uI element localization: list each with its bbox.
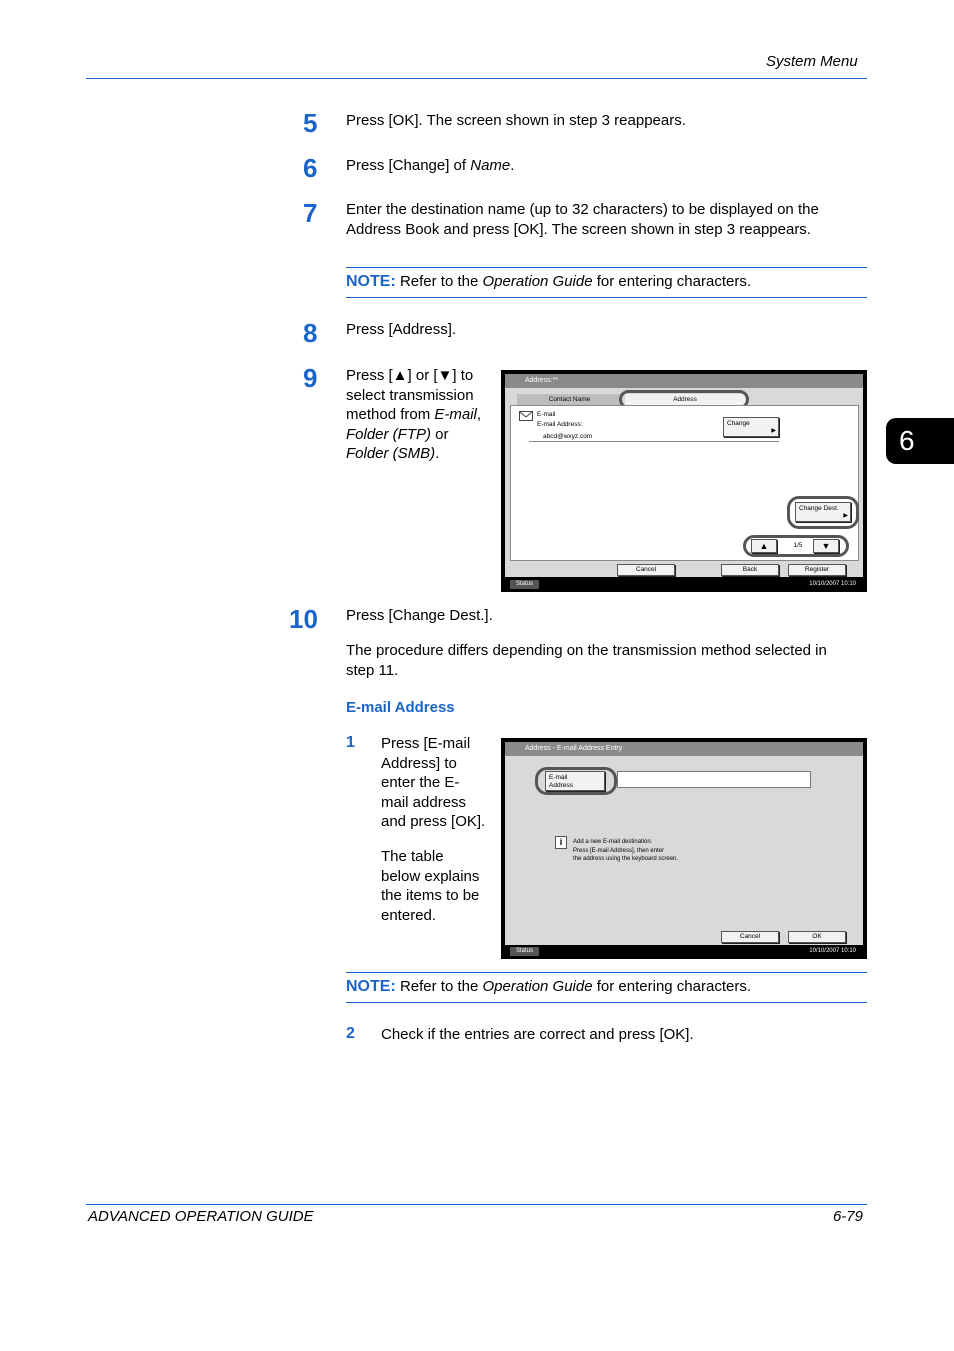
status-datetime: 10/10/2007 10:10 (809, 581, 856, 587)
step-9-text: Press [▲] or [▼] to select transmission method from E-mail, Folder (FTP) or Folder (SMB). (346, 367, 482, 462)
address-content-area (510, 405, 859, 561)
screen2-title: Address - E-mail Address Entry (505, 742, 863, 756)
tab-address[interactable]: Address (625, 394, 745, 405)
note-1-bottom-rule (346, 297, 867, 298)
triangle-down-icon: ▼ (821, 541, 831, 551)
step-10-text: Press [Change Dest.]. (346, 607, 493, 624)
substep-number-2: 2 (346, 1025, 355, 1042)
step-number-6: 6 (303, 153, 318, 183)
step-7-text: Enter the destination name (up to 32 characters) to be displayed on the Address Book and press [OK]. The screen shown in step 3 reappears. (346, 201, 819, 238)
status-button[interactable]: Status (510, 580, 539, 589)
note-1-top-rule (346, 267, 867, 268)
change-dest-highlight (787, 496, 859, 529)
substep-1-note: The table below explains the items to be entered. (381, 848, 480, 924)
cancel-button[interactable]: Cancel (617, 564, 675, 576)
footer-rule (86, 1204, 867, 1205)
email-address-label: E-mail Address: (537, 421, 583, 428)
email-address-button[interactable]: E-mail Address (545, 771, 605, 791)
email-entry-screenshot (501, 738, 867, 959)
tab-contact-name[interactable]: Contact Name (517, 394, 622, 405)
note-2: NOTE: Refer to the Operation Guide for entering characters. (346, 978, 751, 995)
change-button[interactable]: Change ▶ (723, 417, 779, 437)
screen1-title: Address:** (505, 374, 863, 388)
status-button[interactable]: Status (510, 947, 539, 956)
step-8-text: Press [Address]. (346, 321, 457, 338)
info-message: Add a new E-mail destination. Press [E-mail Address], then enter the address using the keyboard screen. (573, 839, 679, 862)
step-number-10: 10 (289, 604, 318, 634)
email-value: abcd@wxyz.com (543, 433, 593, 440)
arrow-right-icon: ▶ (771, 428, 776, 434)
status-datetime: 10/10/2007 10:10 (809, 948, 856, 954)
divider (529, 441, 779, 442)
step-number-5: 5 (303, 108, 318, 138)
step-6-text: Press [Change] of Name. (346, 157, 515, 174)
substep-number-1: 1 (346, 734, 355, 751)
note-1: NOTE: Refer to the Operation Guide for entering characters. (346, 273, 751, 290)
status-bar (502, 945, 866, 958)
status-bar (502, 578, 866, 591)
cancel-button[interactable]: Cancel (721, 931, 779, 943)
subsection-heading: E-mail Address (346, 699, 455, 716)
info-icon: i (555, 836, 567, 849)
email-label: E-mail (537, 411, 556, 418)
substep-2-text: Check if the entries are correct and press [OK]. (381, 1026, 694, 1043)
footer-page-number: 6-79 (832, 1208, 863, 1225)
back-button[interactable]: Back (721, 564, 779, 576)
change-dest-button[interactable]: Change Dest. ▶ (795, 502, 851, 522)
ok-button[interactable]: OK (788, 931, 846, 943)
step-number-7: 7 (303, 198, 318, 228)
register-button[interactable]: Register (788, 564, 846, 576)
step-number-9: 9 (303, 363, 318, 393)
chapter-tab: 6 (886, 418, 954, 464)
email-address-highlight (535, 767, 617, 795)
footer-guide-title: ADVANCED OPERATION GUIDE (88, 1208, 314, 1225)
note-2-top-rule (346, 972, 867, 973)
page-indicator: 1/5 (793, 542, 803, 549)
step-number-8: 8 (303, 318, 318, 348)
envelope-icon (519, 411, 533, 421)
email-address-input[interactable] (617, 771, 811, 788)
step-10-paragraph: The procedure differs depending on the transmission method selected in step 11. (346, 642, 827, 679)
scroll-highlight (743, 535, 849, 557)
header-rule (86, 78, 867, 79)
address-screen-screenshot (501, 370, 867, 592)
arrow-right-icon: ▶ (843, 513, 848, 519)
note-2-bottom-rule (346, 1002, 867, 1003)
substep-1-text: Press [E-mail Address] to enter the E- mail address and press [OK]. (381, 735, 486, 830)
triangle-up-icon: ▲ (759, 541, 769, 551)
header-section-title: System Menu (766, 53, 858, 70)
step-5-text: Press [OK]. The screen shown in step 3 reappears. (346, 112, 686, 129)
